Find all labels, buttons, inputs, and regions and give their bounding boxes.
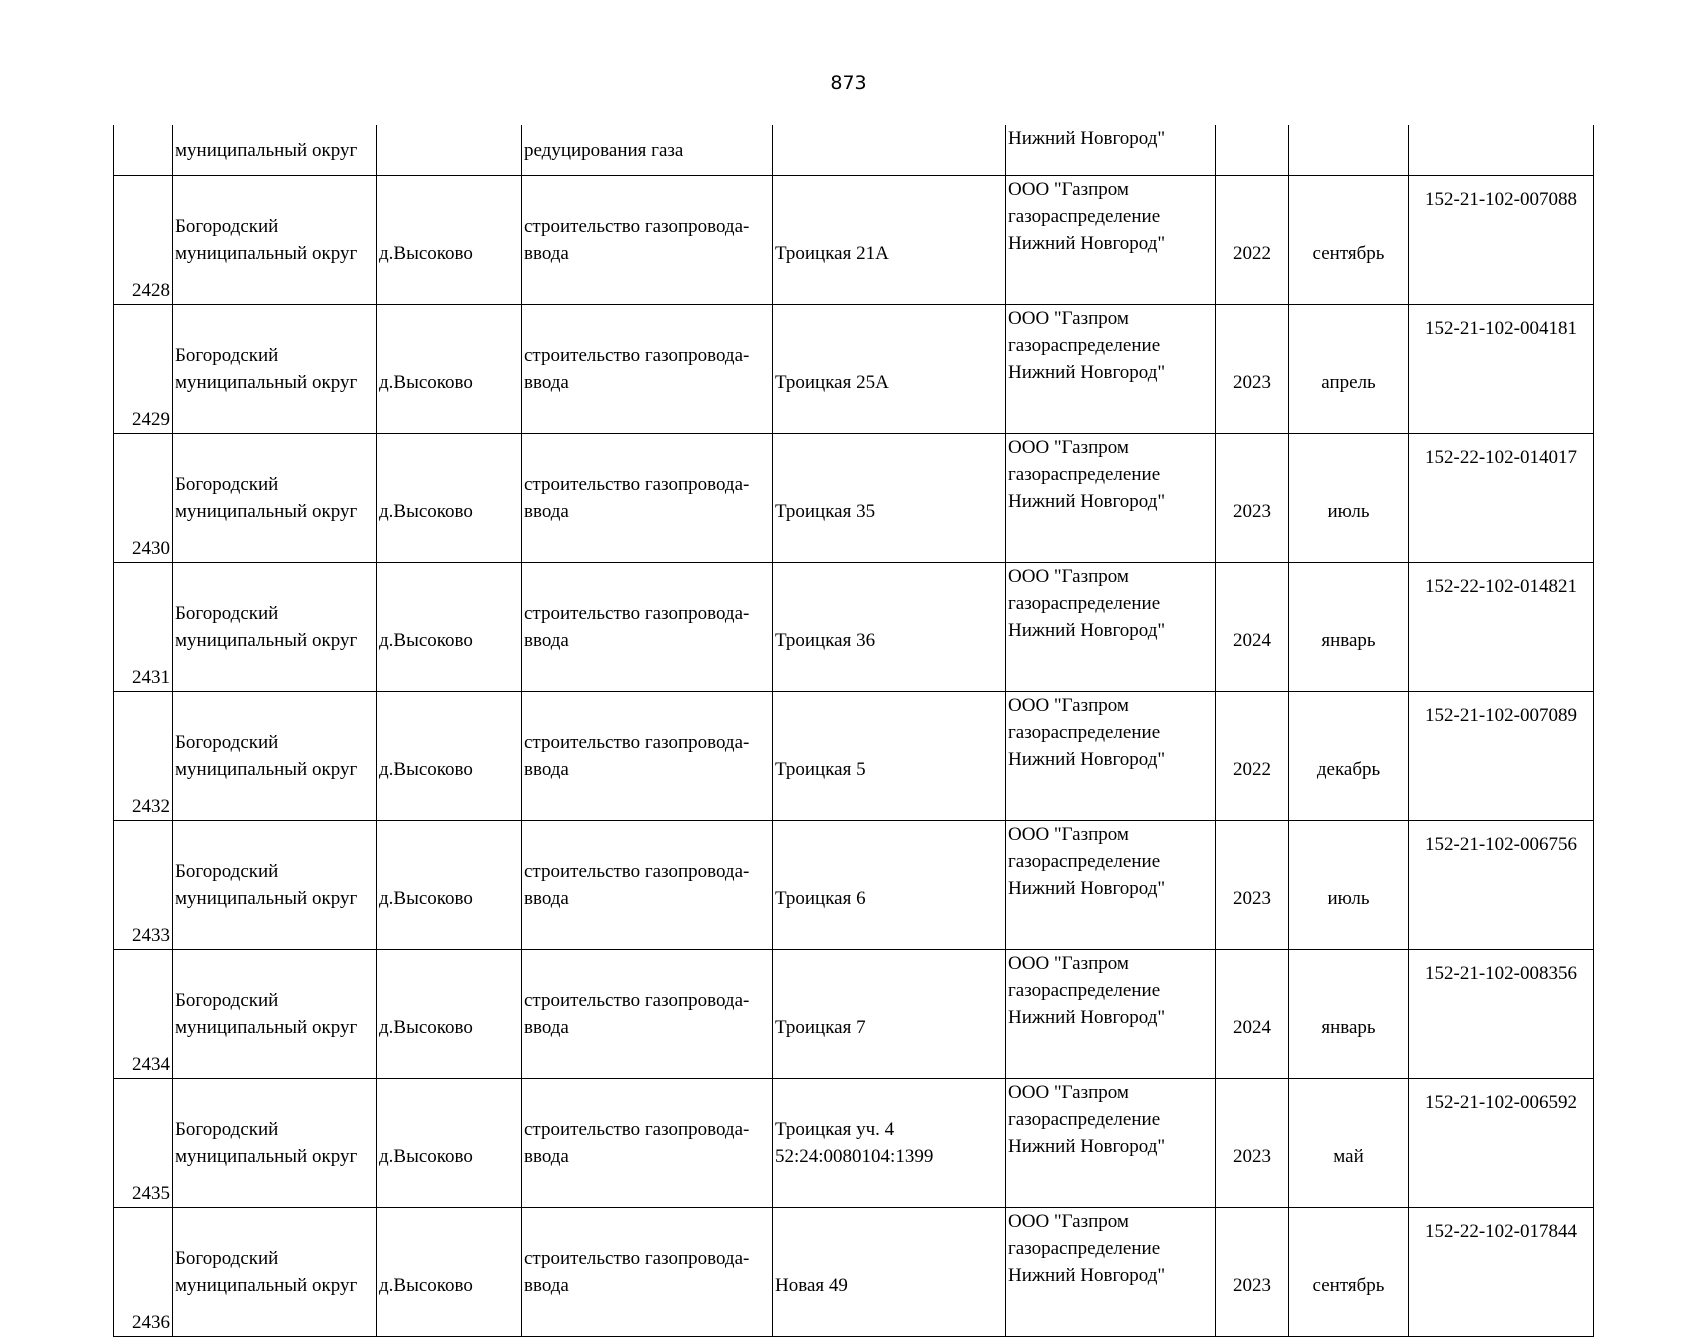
cell-org <box>1006 434 1216 563</box>
okrug-line: Богородский <box>175 1248 279 1269</box>
cell-addr <box>773 305 1006 434</box>
cell-org <box>1006 950 1216 1079</box>
org-line: газораспределение <box>1008 1238 1161 1259</box>
okrug-line: муниципальный округ <box>175 888 358 909</box>
okrug-line: муниципальный округ <box>175 630 358 651</box>
cell-addr <box>773 950 1006 1079</box>
cell-year: 2023 <box>1216 1079 1289 1208</box>
cell-work <box>522 563 773 692</box>
cell-place: д.Высоково <box>377 1079 522 1208</box>
cell-year: 2023 <box>1216 1208 1289 1337</box>
work-line: строительство газопровода- <box>524 990 750 1011</box>
work-line: ввода <box>524 372 569 393</box>
org-line: газораспределение <box>1008 335 1161 356</box>
cell-code: 152-21-102-004181 <box>1409 305 1594 434</box>
cell-place: д.Высоково <box>377 563 522 692</box>
work-line: строительство газопровода- <box>524 474 750 495</box>
cell-work <box>522 305 773 434</box>
cell-place: д.Высоково <box>377 821 522 950</box>
org-line: Нижний Новгород" <box>1008 749 1166 770</box>
addr-line: Троицкая 21А <box>775 243 889 264</box>
okrug-line: муниципальный округ <box>175 1146 358 1167</box>
org-line: газораспределение <box>1008 980 1161 1001</box>
cell-addr <box>773 1079 1006 1208</box>
cell-work <box>522 950 773 1079</box>
work-line: строительство газопровода- <box>524 861 750 882</box>
org-line: газораспределение <box>1008 593 1161 614</box>
registry-table <box>113 125 1594 1337</box>
cell-num: 2429 <box>114 305 173 434</box>
okrug-line: муниципальный округ <box>175 243 358 264</box>
org-line: ООО "Газпром <box>1008 695 1129 716</box>
cell-addr <box>773 125 1006 176</box>
work-line: строительство газопровода- <box>524 216 750 237</box>
table-row <box>114 563 1594 692</box>
cell-okrug <box>173 950 377 1079</box>
okrug-line: муниципальный округ <box>175 501 358 522</box>
work-line: строительство газопровода- <box>524 603 750 624</box>
okrug-line: муниципальный округ <box>175 372 358 393</box>
org-line: газораспределение <box>1008 464 1161 485</box>
table-row <box>114 434 1594 563</box>
cell-org <box>1006 692 1216 821</box>
work-line: строительство газопровода- <box>524 1119 750 1140</box>
table-row <box>114 1079 1594 1208</box>
org-line: ООО "Газпром <box>1008 1082 1129 1103</box>
cell-okrug <box>173 176 377 305</box>
cell-place: д.Высоково <box>377 434 522 563</box>
cell-num <box>114 125 173 176</box>
org-line: газораспределение <box>1008 851 1161 872</box>
org-line: газораспределение <box>1008 1109 1161 1130</box>
addr-line: 52:24:0080104:1399 <box>775 1146 934 1167</box>
cell-okrug <box>173 305 377 434</box>
addr-line: Троицкая 7 <box>775 1017 866 1038</box>
cell-num: 2436 <box>114 1208 173 1337</box>
cell-addr <box>773 692 1006 821</box>
cell-place: д.Высоково <box>377 176 522 305</box>
org-line: Нижний Новгород" <box>1008 878 1166 899</box>
cell-okrug <box>173 692 377 821</box>
cell-code: 152-21-102-006756 <box>1409 821 1594 950</box>
table-row <box>114 821 1594 950</box>
cell-addr <box>773 434 1006 563</box>
cell-place <box>377 125 522 176</box>
cell-work <box>522 821 773 950</box>
table-row <box>114 305 1594 434</box>
okrug-line: муниципальный округ <box>175 759 358 780</box>
cell-month: сентябрь <box>1289 1208 1409 1337</box>
cell-month: сентябрь <box>1289 176 1409 305</box>
cell-year: 2022 <box>1216 692 1289 821</box>
addr-line: Троицкая 36 <box>775 630 876 651</box>
work-line: ввода <box>524 501 569 522</box>
work-line: ввода <box>524 759 569 780</box>
cell-month <box>1289 125 1409 176</box>
cell-month: апрель <box>1289 305 1409 434</box>
work-line: ввода <box>524 888 569 909</box>
cell-work <box>522 176 773 305</box>
cell-okrug: муниципальный округ <box>173 125 377 176</box>
okrug-line: Богородский <box>175 990 279 1011</box>
cell-year: 2022 <box>1216 176 1289 305</box>
org-line: ООО "Газпром <box>1008 953 1129 974</box>
table-row <box>114 1208 1594 1337</box>
work-line: строительство газопровода- <box>524 345 750 366</box>
okrug-line: Богородский <box>175 732 279 753</box>
cell-year: 2024 <box>1216 950 1289 1079</box>
work-line: строительство газопровода- <box>524 1248 750 1269</box>
cell-work <box>522 434 773 563</box>
okrug-line: Богородский <box>175 474 279 495</box>
cell-year <box>1216 125 1289 176</box>
cell-okrug <box>173 434 377 563</box>
work-line: ввода <box>524 630 569 651</box>
okrug-line: Богородский <box>175 1119 279 1140</box>
cell-okrug <box>173 821 377 950</box>
cell-code: 152-21-102-007089 <box>1409 692 1594 821</box>
cell-okrug <box>173 563 377 692</box>
cell-code: 152-22-102-017844 <box>1409 1208 1594 1337</box>
org-line: ООО "Газпром <box>1008 179 1129 200</box>
cell-work <box>522 692 773 821</box>
okrug-line: Богородский <box>175 603 279 624</box>
cell-num: 2432 <box>114 692 173 821</box>
addr-line: Троицкая 25А <box>775 372 889 393</box>
table-row <box>114 950 1594 1079</box>
org-line: ООО "Газпром <box>1008 566 1129 587</box>
cell-work <box>522 1079 773 1208</box>
cell-addr <box>773 176 1006 305</box>
okrug-line: Богородский <box>175 861 279 882</box>
cell-code: 152-21-102-006592 <box>1409 1079 1594 1208</box>
cell-month: январь <box>1289 563 1409 692</box>
org-line: газораспределение <box>1008 206 1161 227</box>
org-line: Нижний Новгород" <box>1008 233 1166 254</box>
org-line: ООО "Газпром <box>1008 308 1129 329</box>
cell-place: д.Высоково <box>377 305 522 434</box>
cell-addr <box>773 563 1006 692</box>
cell-num: 2430 <box>114 434 173 563</box>
work-line: ввода <box>524 1275 569 1296</box>
cell-month: июль <box>1289 821 1409 950</box>
cell-org <box>1006 305 1216 434</box>
addr-line: Троицкая уч. 4 <box>775 1119 895 1140</box>
org-line: ООО "Газпром <box>1008 1211 1129 1232</box>
cell-place: д.Высоково <box>377 1208 522 1337</box>
org-line: газораспределение <box>1008 722 1161 743</box>
table-row <box>114 692 1594 821</box>
org-line: Нижний Новгород" <box>1008 1265 1166 1286</box>
org-line: Нижний Новгород" <box>1008 1136 1166 1157</box>
cell-place: д.Высоково <box>377 692 522 821</box>
addr-line: Троицкая 6 <box>775 888 866 909</box>
cell-month: май <box>1289 1079 1409 1208</box>
okrug-line: муниципальный округ <box>175 1017 358 1038</box>
cell-month: июль <box>1289 434 1409 563</box>
cell-addr <box>773 1208 1006 1337</box>
cell-addr <box>773 821 1006 950</box>
cell-work <box>522 1208 773 1337</box>
cell-code: 152-21-102-008356 <box>1409 950 1594 1079</box>
cell-code: 152-22-102-014821 <box>1409 563 1594 692</box>
cell-org <box>1006 1079 1216 1208</box>
cell-year: 2023 <box>1216 434 1289 563</box>
addr-line: Троицкая 35 <box>775 501 876 522</box>
cell-org: Нижний Новгород" <box>1006 125 1216 176</box>
org-line: Нижний Новгород" <box>1008 1007 1166 1028</box>
cell-year: 2023 <box>1216 821 1289 950</box>
continuation-row <box>114 125 1594 176</box>
org-line: ООО "Газпром <box>1008 824 1129 845</box>
work-line: ввода <box>524 1017 569 1038</box>
cell-code: 152-22-102-014017 <box>1409 434 1594 563</box>
table-body <box>114 125 1594 1337</box>
org-line: Нижний Новгород" <box>1008 620 1166 641</box>
work-line: ввода <box>524 243 569 264</box>
work-line: ввода <box>524 1146 569 1167</box>
addr-line: Новая 49 <box>775 1275 848 1296</box>
cell-num: 2431 <box>114 563 173 692</box>
org-line: Нижний Новгород" <box>1008 362 1166 383</box>
cell-org <box>1006 176 1216 305</box>
page-number: 873 <box>830 72 867 94</box>
table-row <box>114 176 1594 305</box>
cell-num: 2434 <box>114 950 173 1079</box>
cell-year: 2024 <box>1216 563 1289 692</box>
cell-org <box>1006 821 1216 950</box>
cell-okrug <box>173 1208 377 1337</box>
cell-num: 2435 <box>114 1079 173 1208</box>
okrug-line: муниципальный округ <box>175 1275 358 1296</box>
cell-place: д.Высоково <box>377 950 522 1079</box>
org-line: Нижний Новгород" <box>1008 491 1166 512</box>
org-line: ООО "Газпром <box>1008 437 1129 458</box>
cell-code <box>1409 125 1594 176</box>
cell-month: декабрь <box>1289 692 1409 821</box>
cell-code: 152-21-102-007088 <box>1409 176 1594 305</box>
cell-year: 2023 <box>1216 305 1289 434</box>
cell-org <box>1006 563 1216 692</box>
okrug-line: Богородский <box>175 216 279 237</box>
okrug-line: Богородский <box>175 345 279 366</box>
cell-org <box>1006 1208 1216 1337</box>
cell-num: 2428 <box>114 176 173 305</box>
work-line: строительство газопровода- <box>524 732 750 753</box>
cell-okrug <box>173 1079 377 1208</box>
cell-work: редуцирования газа <box>522 125 773 176</box>
cell-month: январь <box>1289 950 1409 1079</box>
cell-num: 2433 <box>114 821 173 950</box>
addr-line: Троицкая 5 <box>775 759 866 780</box>
